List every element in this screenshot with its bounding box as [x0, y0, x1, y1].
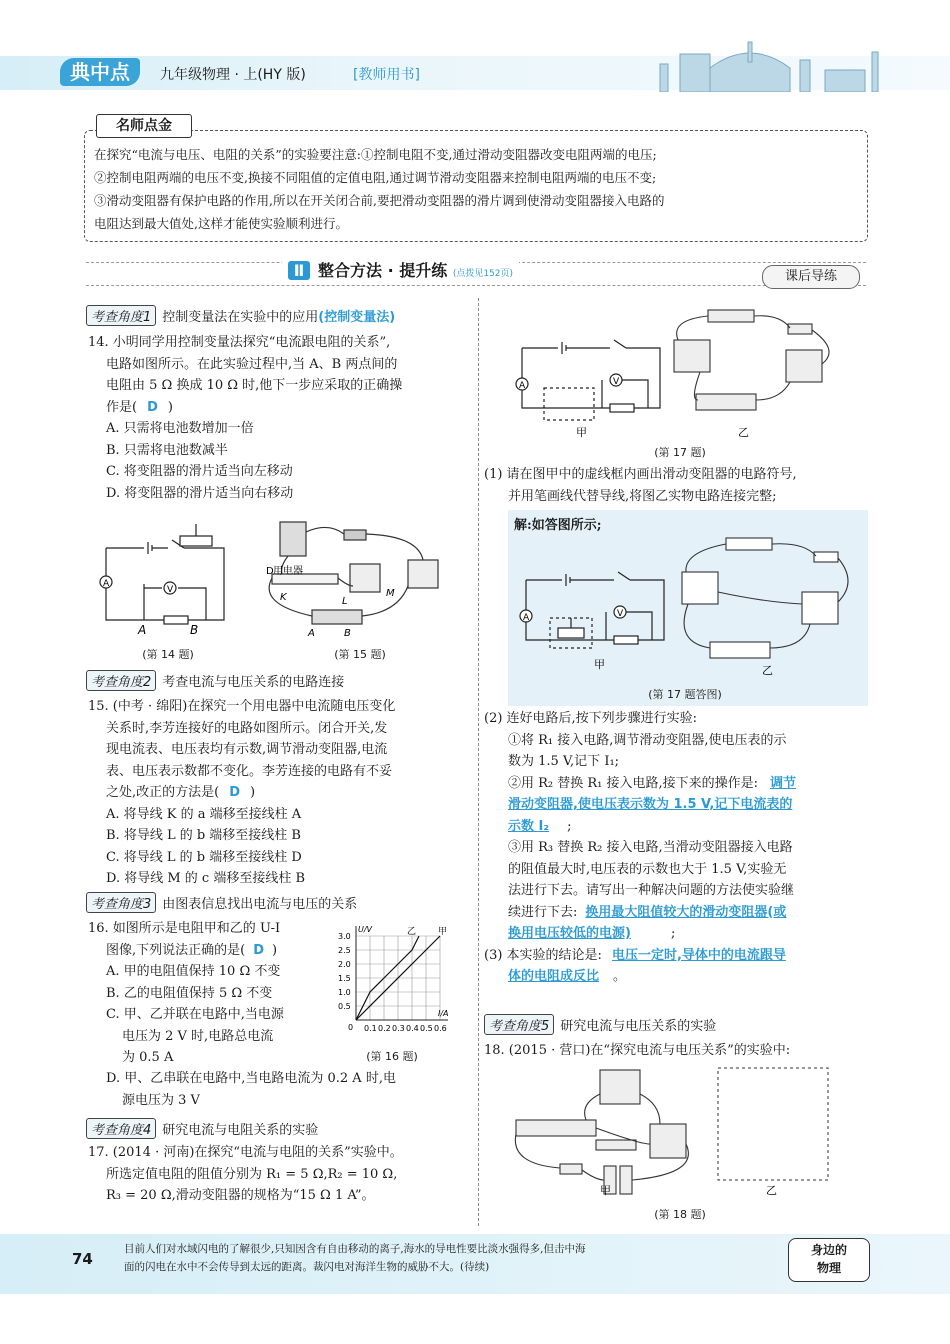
wire-l-label: L	[342, 596, 348, 607]
q14-option-c: C. 将变阻器的滑片适当向左移动	[106, 464, 293, 479]
angle-tag: 考查角度2	[86, 670, 156, 691]
q15-stem-text: 之处,改正的方法是(	[106, 785, 220, 800]
q17-p1-line: (1) 请在图甲中的虚线框内画出滑动变阻器的电路符号,	[484, 467, 797, 482]
page-number: 74	[72, 1250, 93, 1268]
question-15	[88, 696, 468, 890]
angle-2-label	[86, 670, 344, 691]
q17-line: 所选定值电阻的阻值分别为 R₁ = 5 Ω,R₂ = 10 Ω,	[106, 1166, 398, 1182]
q14-caption: (第 14 题)	[142, 648, 194, 661]
q17-step3-end: ;	[670, 926, 676, 941]
q17-line: 17. (2014 · 河南)在探究“电流与电阻的关系”实验中。	[88, 1145, 403, 1160]
q17-step2	[484, 773, 868, 795]
skyline-illustration	[640, 34, 890, 92]
appliance-label: 用电器	[273, 566, 303, 577]
terminal-b-label: B	[344, 628, 351, 639]
q17-p3-answer: 体的电阻成反比	[508, 969, 600, 984]
q17-step3-cont: 法进行下去。请写出一种解决问题的方法使实验继	[508, 883, 795, 898]
q14-stem-end	[88, 397, 468, 419]
q14-line: 14. 小明同学用控制变量法探究“电流跟电阻的关系”,	[88, 335, 391, 350]
y-tick-label: 1.5	[338, 974, 351, 983]
footer-logo-line: 身边的	[810, 1243, 847, 1257]
series-label: 乙	[407, 927, 417, 937]
q17-step2-answer: 示数 I₂	[508, 818, 550, 834]
brand-logo: 典中点	[60, 58, 140, 86]
solution-text	[514, 514, 602, 533]
x-tick-label: 0.3	[392, 1024, 405, 1033]
answer-figure-a-label: 甲	[594, 658, 605, 671]
series-label: 甲	[438, 927, 448, 937]
answer-figure-b-label: 乙	[762, 664, 773, 677]
q16-stem-text: 图像,下列说法正确的是(	[106, 942, 246, 958]
figure-a-label: 甲	[600, 1184, 611, 1197]
tip-line: ②控制电阻两端的电压不变,换接不同阻值的定值电阻,通过调节滑动变阻器来控制电阻两端的电压不变;	[94, 170, 657, 185]
voltmeter-symbol: V	[617, 609, 624, 619]
angle-4-label	[86, 1118, 318, 1139]
angle-text: 研究电流与电阻关系的实验	[162, 1123, 319, 1138]
angle-text: 控制变量法在实验中的应用	[162, 310, 319, 325]
q17-p3-end: 。	[613, 969, 627, 984]
q15-answer: D	[229, 785, 241, 800]
q17-line: R₃ = 20 Ω,滑动变阻器的规格为“15 Ω 1 A”。	[106, 1188, 375, 1203]
x-tick-label: 0.1	[364, 1024, 377, 1033]
q17-step2-answer: 调节	[770, 775, 797, 791]
angle-text: 研究电流与电压关系的实验	[560, 1019, 717, 1034]
tip-line: ③滑动变阻器有保护电路的作用,所以在开关闭合前,要把滑动变阻器的滑片调到使滑动变阻器接入电路的	[94, 193, 665, 208]
q15-line: 15. (中考 · 绵阳)在探究一个用电器中电流随电压变化	[88, 699, 396, 714]
q18-stem: 18. (2015 · 营口)在“探究电流与电压关系”的实验中:	[484, 1043, 791, 1058]
tip-line: 电阻达到最大值处,这样才能使实验顺利进行。	[94, 216, 348, 231]
book-title: 九年级物理 · 上(HY 版)	[160, 67, 306, 83]
q16-close: )	[272, 942, 278, 958]
q14-close: )	[167, 399, 173, 415]
angle-5-label	[484, 1014, 716, 1035]
after-class-badge: 课后导练	[762, 265, 860, 289]
point-a-label: A	[138, 623, 147, 637]
tip-text	[94, 143, 858, 235]
q14-option-a: A. 只需将电池数增加一倍	[106, 421, 254, 436]
question-17-stem	[88, 1142, 468, 1207]
x-tick-label: 0.4	[406, 1024, 419, 1033]
y-tick-label: 1.0	[338, 988, 351, 997]
q15-line: 现电流表、电压表均有示数,调节滑动变阻器,电流	[106, 742, 388, 757]
solution-label: 解:如答图所示;	[514, 518, 602, 533]
footer-logo-line: 物理	[816, 1261, 841, 1275]
q16-option-c-cont: 为 0.5 A	[122, 1050, 174, 1065]
y-axis-label: U/V	[358, 925, 373, 934]
q15-stem-end	[88, 782, 468, 804]
question-14	[88, 332, 468, 504]
q16-option-a: A. 甲的电阻值保持 10 Ω 不变	[106, 964, 281, 979]
q17-step1-cont: 数为 1.5 V,记下 I₁;	[508, 754, 620, 769]
ammeter-symbol: A	[103, 579, 110, 589]
q15-caption: (第 15 题)	[334, 648, 386, 661]
q14-line: 电阻由 5 Ω 换成 10 Ω 时,他下一步应采取的正确操	[106, 378, 403, 393]
q14-line: 电路如图所示。在此实验过程中,当 A、B 两点间的	[106, 356, 398, 372]
footer-line: 目前人们对水域闪电的了解很少,只知因含有自由移动的离子,海水的导电性要比淡水强得多,但击中海	[124, 1243, 586, 1255]
q18-figure	[500, 1064, 860, 1200]
q17-part-3	[484, 945, 868, 967]
angle-tag: 考查角度4	[86, 1118, 156, 1139]
q17-step2-text: ②用 R₂ 替换 R₁ 接入电路,接下来的操作是:	[508, 775, 759, 791]
q17-step3-cont: 的阻值最大时,电压表的示数也大于 1.5 V,实验无	[508, 861, 787, 877]
x-tick-label: 0.2	[378, 1024, 391, 1033]
terminal-a-label: A	[308, 628, 315, 639]
q18-caption: (第 18 题)	[654, 1208, 706, 1221]
origin-label: 0	[348, 1023, 354, 1032]
voltmeter-symbol: V	[613, 377, 620, 387]
q17-step3-cont	[484, 923, 868, 945]
q17-step2-cont	[484, 794, 868, 816]
q15-option-c: C. 将导线 L 的 b 端移至接线柱 D	[106, 849, 302, 865]
figure-a-label: 甲	[576, 426, 587, 439]
q14-circuit-figure	[96, 520, 236, 648]
section-title-text: 整合方法 · 提升练	[318, 261, 448, 280]
column-divider	[478, 298, 479, 1226]
angle-1-label	[86, 305, 395, 326]
q17-step2-end: ;	[567, 818, 572, 834]
q16-option-c: C. 甲、乙并联在电路中,当电源	[106, 1007, 284, 1022]
q16-caption: (第 16 题)	[366, 1050, 418, 1063]
ammeter-symbol: A	[523, 613, 530, 623]
q16-option-c-cont: 电压为 2 V 时,电路总电流	[122, 1028, 274, 1044]
q14-option-b: B. 只需将电池数减半	[106, 442, 228, 458]
angle-text: 考查电流与电压关系的电路连接	[162, 675, 345, 690]
y-tick-label: 2.5	[338, 946, 351, 955]
section-note: (点拨见152页)	[452, 269, 514, 279]
q14-stem-text: 作是(	[106, 399, 138, 415]
section-number: Ⅱ	[288, 261, 310, 280]
q16-stem-end	[88, 940, 338, 962]
q15-option-b: B. 将导线 L 的 b 端移至接线柱 B	[106, 828, 301, 843]
x-axis-label: I/A	[438, 1009, 449, 1018]
q17-p1-line: 并用笔画线代替导线,将图乙实物电路连接完整;	[508, 488, 777, 504]
q17-p3-cont	[484, 966, 868, 988]
q16-option-d-block	[88, 1068, 468, 1111]
q17-step2-cont	[484, 816, 868, 838]
q14-option-d: D. 将变阻器的滑片适当向右移动	[106, 485, 294, 501]
q15-line: 表、电压表示数都不变化。李芳连接的电路有不妥	[106, 763, 393, 779]
q17-p2-head: (2) 连好电路后,按下列步骤进行实验:	[484, 711, 698, 726]
q17-answer-figure	[514, 532, 864, 682]
angle-text: 由图表信息找出电流与电压的关系	[162, 897, 358, 912]
angle-3-label	[86, 892, 357, 913]
point-b-label: B	[190, 623, 199, 637]
tip-heading: 名师点金	[96, 114, 192, 138]
angle-method: (控制变量法)	[318, 310, 396, 325]
tip-line: 在探究“电流与电压、电阻的关系”的实验要注意:①控制电阻不变,通过滑动变阻器改变电阻两端的电压;	[94, 147, 657, 162]
q17-p3-text: (3) 本实验的结论是:	[484, 947, 602, 963]
q17-step1: ①将 R₁ 接入电路,调节滑动变阻器,使电压表的示	[508, 732, 787, 748]
q16-option-b: B. 乙的电阻值保持 5 Ω 不变	[106, 985, 273, 1001]
footer-line: 面的闪电在水中不会传导到太远的距离。裁闪电对海洋生物的威胁不大。(待续)	[124, 1261, 490, 1273]
footer-text	[124, 1240, 764, 1276]
figure-b-label: 乙	[766, 1184, 777, 1197]
q17-step3-answer: 换用电压较低的电源)	[508, 926, 631, 941]
q17-figure	[510, 300, 860, 440]
physics-around-logo	[788, 1238, 870, 1282]
figure-b-label: 乙	[738, 426, 749, 439]
y-tick-label: 2.0	[338, 960, 351, 969]
answer-dashed-box	[718, 1068, 828, 1180]
q17-step3-answer-line	[484, 902, 868, 924]
angle-tag: 考查角度5	[484, 1014, 554, 1035]
q16-option-d-cont: 源电压为 3 V	[122, 1092, 200, 1108]
q15-option-a: A. 将导线 K 的 a 端移至接线柱 A	[106, 806, 302, 822]
q15-line: 关系时,李芳连接好的电路如图所示。闭合开关,发	[106, 720, 388, 736]
y-tick-label: 0.5	[338, 1002, 351, 1011]
q17-answer-caption: (第 17 题答图)	[648, 688, 722, 701]
q17-step3-text: 续进行下去:	[508, 904, 578, 920]
q15-option-d: D. 将导线 M 的 c 端移至接线柱 B	[106, 871, 306, 886]
ammeter-symbol: A	[519, 381, 526, 391]
q17-part-1	[484, 464, 868, 507]
q15-apparatus-figure	[258, 516, 454, 644]
q17-step2-answer: 滑动变阻器,使电压表示数为 1.5 V,记下电流表的	[508, 797, 793, 812]
wire-k-label: K	[280, 592, 287, 603]
appliance-d-label: D	[266, 566, 274, 577]
y-tick-label: 3.0	[338, 932, 351, 941]
section-title	[282, 258, 519, 281]
x-tick-label: 0.6	[434, 1024, 447, 1033]
q16-answer: D	[253, 942, 265, 958]
teacher-tag: [教师用书]	[353, 67, 420, 83]
q17-step3: ③用 R₃ 替换 R₂ 接入电路,当滑动变阻器接入电路	[508, 840, 793, 855]
angle-tag: 考查角度1	[86, 305, 156, 326]
q16-line: 16. 如图所示是电阻甲和乙的 U-I	[88, 921, 281, 936]
q17-p3-answer: 电压一定时,导体中的电流跟导	[611, 947, 786, 963]
q14-answer: D	[147, 399, 158, 415]
angle-tag: 考查角度3	[86, 892, 156, 913]
voltmeter-symbol: V	[167, 585, 174, 595]
wire-m-label: M	[386, 588, 395, 599]
q17-step3-answer: 换用最大阻值较大的滑动变阻器(或	[585, 904, 787, 920]
q17-part-2	[484, 708, 868, 988]
q16-option-d: D. 甲、乙串联在电路中,当电路电流为 0.2 A 时,电	[106, 1071, 396, 1086]
q15-close: )	[250, 785, 256, 800]
question-16	[88, 918, 338, 1069]
q17-caption: (第 17 题)	[654, 446, 706, 459]
x-tick-label: 0.5	[420, 1024, 433, 1033]
q16-ui-chart	[326, 920, 456, 1040]
